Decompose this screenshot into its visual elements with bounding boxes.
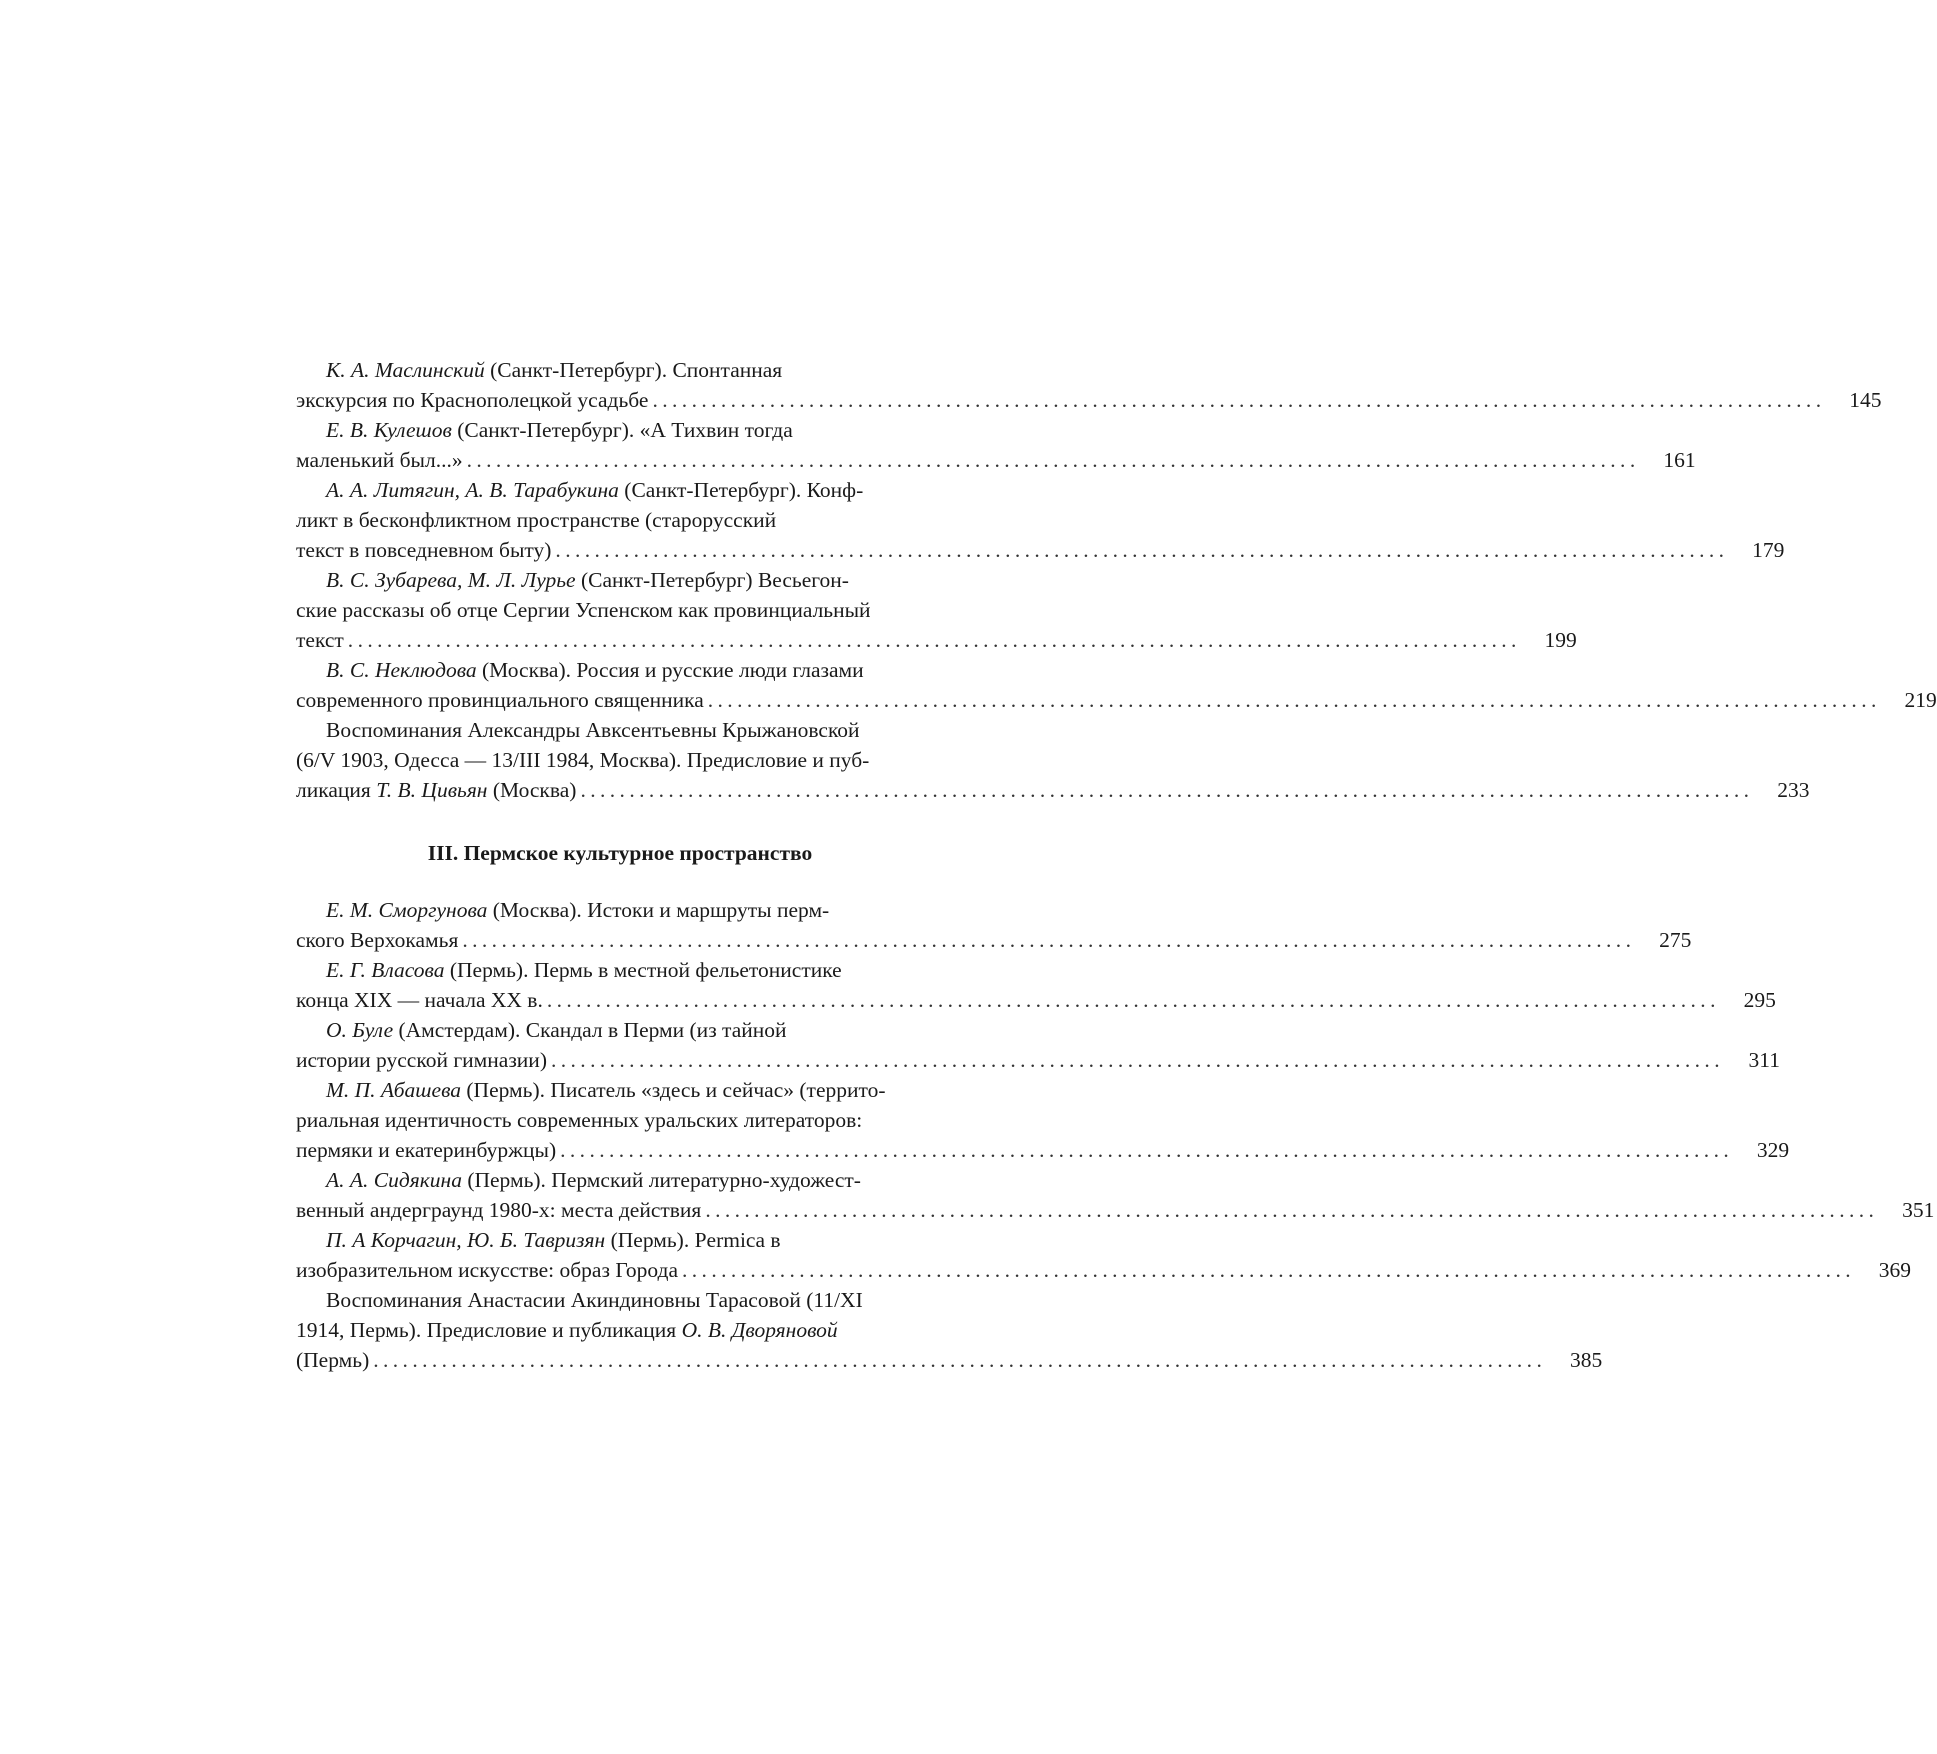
toc-title-text: (Москва) [487,778,577,802]
toc-entry [296,565,1577,655]
page-number: 199 [1544,628,1577,652]
toc-title-text: венный андерграунд 1980-х: места действия [296,1198,702,1222]
toc-title-text: (Санкт-Петербург) Весьегон- [575,568,849,592]
page-number: 311 [1748,1048,1780,1072]
toc-author: Т. В. Цивьян [376,778,488,802]
dot-leader: ........................................................................................................................ [466,448,1640,472]
toc-entry-text [296,685,704,715]
toc-entry-line [296,925,1692,955]
toc-title-text: изобразительном искусстве: образ Города [296,1258,678,1282]
page-number: 385 [1569,1348,1603,1372]
toc-entry-text [296,1135,556,1165]
toc-entry-line [296,625,1577,655]
toc-entry-text [296,925,458,955]
page-number: 161 [1663,448,1696,472]
toc-title-text: (Санкт-Петербург). «А Тихвин тогда [451,418,793,442]
toc-entry-line [296,715,944,745]
toc-title-text: маленький был...» [296,448,463,472]
toc-entry-line [296,1345,1603,1375]
toc-entry-line [296,565,944,595]
toc-entry-line [296,1105,944,1135]
toc-title-text: (Пермь). Пермь в местной фельетонистике [444,958,842,982]
dot-leader: ........................................................................................................................ [550,1048,1724,1072]
toc-title-text: истории русской гимназии) [296,1048,547,1072]
toc-author: К. А. Маслинский [326,358,485,382]
toc-entry-text [296,535,551,565]
toc-entry [296,1075,1790,1165]
toc-entry-line [296,1255,1911,1285]
toc-title-text: Воспоминания Анастасии Акиндиновны Тарасовой (11/XI [326,1288,863,1312]
toc-entry-text [296,985,543,1015]
dot-leader: ........................................................................................................................ [705,1198,1879,1222]
toc-title-text: (Пермь) [296,1348,370,1372]
dot-leader: ........................................................................................................................ [652,388,1826,412]
toc-entry-text [296,385,648,415]
toc-author: Е. М. Сморгунова [326,898,488,922]
toc-entry-line [296,535,1785,565]
dot-leader: ........................................................................................................................ [546,988,1720,1012]
dot-leader: ........................................................................................................................ [347,628,1521,652]
toc-author: П. А Корчагин, Ю. Б. Тавризян [326,1228,606,1252]
toc-entry-text [296,625,344,655]
toc-entry-line [296,1135,1790,1165]
toc-title-text: экскурсия по Краснополецкой усадьбе [296,388,649,412]
toc-entry-line [296,685,1937,715]
toc-entry-line [296,1195,1935,1225]
dot-leader: ........................................................................................................................ [462,928,1636,952]
toc-author: А. А. Сидякина [326,1168,462,1192]
toc-author: О. В. Дворяновой [681,1318,838,1342]
toc-entry-line [296,1015,944,1045]
toc-entry-line [296,775,1810,805]
toc-entry-line [296,385,1882,415]
page-number: 233 [1777,778,1810,802]
toc-entry [296,895,1692,955]
toc-author: О. Буле [326,1018,394,1042]
toc-entry-text [296,775,576,805]
toc-entry-text [296,1345,369,1375]
toc-title-text: (Санкт-Петербург). Конф- [618,478,864,502]
toc-entry-line [296,505,944,535]
section-heading: III. Пермское культурное пространство [427,841,813,865]
dot-leader: ........................................................................................................................ [580,778,1754,802]
toc-author: А. А. Литягин, А. В. Тарабукина [326,478,619,502]
page-number: 179 [1752,538,1785,562]
toc-author: В. С. Зубарева, М. Л. Лурье [326,568,576,592]
toc-entry-line [296,1045,1780,1075]
dot-leader: ........................................................................................................................ [373,1348,1547,1372]
toc-entry [296,1165,1935,1225]
toc-title-text: ские рассказы об отце Сергии Успенском как провинциальный [296,598,871,622]
page-number: 369 [1878,1258,1911,1282]
toc-title-text: (Санкт-Петербург). Спонтанная [484,358,783,382]
toc-entry-line [296,1315,944,1345]
page-number: 295 [1743,988,1776,1012]
toc-entry [296,955,1776,1015]
toc-author: М. П. Абашева [326,1078,462,1102]
toc-entry-line [296,355,944,385]
dot-leader: ........................................................................................................................ [682,1258,1855,1282]
toc-entry [296,715,1810,805]
toc-author: Е. Г. Власова [326,958,445,982]
toc-title-text: ского Верхокамья [296,928,459,952]
toc-entry-text [296,1195,701,1225]
toc-entry-line [296,475,944,505]
toc-entry [296,1015,1780,1075]
toc-entry-line [296,955,944,985]
toc-title-text: пермяки и екатеринбуржцы) [296,1138,557,1162]
page-number: 145 [1849,388,1882,412]
toc-entry [296,1225,1911,1285]
page-number: 329 [1756,1138,1790,1162]
toc-section-continued [296,355,1937,805]
toc-title-text: ликт в бесконфликтном пространстве (старорусский [296,508,777,532]
page-number: 219 [1904,688,1937,712]
toc-entry [296,1285,1603,1375]
toc-title-text: (Москва). Истоки и маршруты перм- [487,898,830,922]
dot-leader: ........................................................................................................................ [560,1138,1734,1162]
toc-title-text: конца XIX — начала XX в. [296,988,543,1012]
toc-title-text: текст [296,628,344,652]
toc-title-text: (6/V 1903, Одесса — 13/III 1984, Москва). Предисловие и пуб- [296,748,870,772]
toc-entry-text [296,1045,547,1075]
toc-entry-line [296,1285,944,1315]
toc-entry-text [296,1255,678,1285]
toc-author: Е. В. Кулешов [326,418,452,442]
toc-section-perm [296,895,1935,1375]
toc-entry-line [296,445,1696,475]
toc-entry-line [296,415,944,445]
toc-entry [296,355,1882,415]
toc-entry-line [296,595,944,625]
toc-author: В. С. Неклюдова [326,658,477,682]
toc-title-text: ликация [296,778,377,802]
toc-entry-line [296,655,944,685]
page-number: 351 [1902,1198,1935,1222]
toc-entry-line [296,895,944,925]
toc-title-text: 1914, Пермь). Предисловие и публикация [296,1318,682,1342]
toc-entry [296,655,1937,715]
page-number: 275 [1659,928,1692,952]
toc-title-text: текст в повседневном быту) [296,538,552,562]
dot-leader: ........................................................................................................................ [707,688,1881,712]
toc-entry [296,475,1785,565]
toc-title-text: (Пермь). Permica в [605,1228,781,1252]
toc-title-text: современного провинциального священника [296,688,704,712]
toc-title-text: (Пермь). Писатель «здесь и сейчас» (террито- [461,1078,886,1102]
toc-title-text: риальная идентичность современных уральских литераторов: [296,1108,863,1132]
toc-title-text: (Москва). Россия и русские люди глазами [476,658,864,682]
dot-leader: ........................................................................................................................ [555,538,1729,562]
toc-entry-line [296,1075,944,1105]
toc-entry-line [296,1225,944,1255]
toc-entry-text [296,445,463,475]
toc-entry [296,415,1696,475]
toc-title-text: (Амстердам). Скандал в Перми (из тайной [393,1018,787,1042]
toc-entry-line [296,1165,944,1195]
toc-title-text: (Пермь). Пермский литературно-художест- [461,1168,861,1192]
toc-entry-line [296,985,1776,1015]
toc-entry-line [296,745,944,775]
toc-title-text: Воспоминания Александры Авксентьевны Крыжановской [326,718,860,742]
